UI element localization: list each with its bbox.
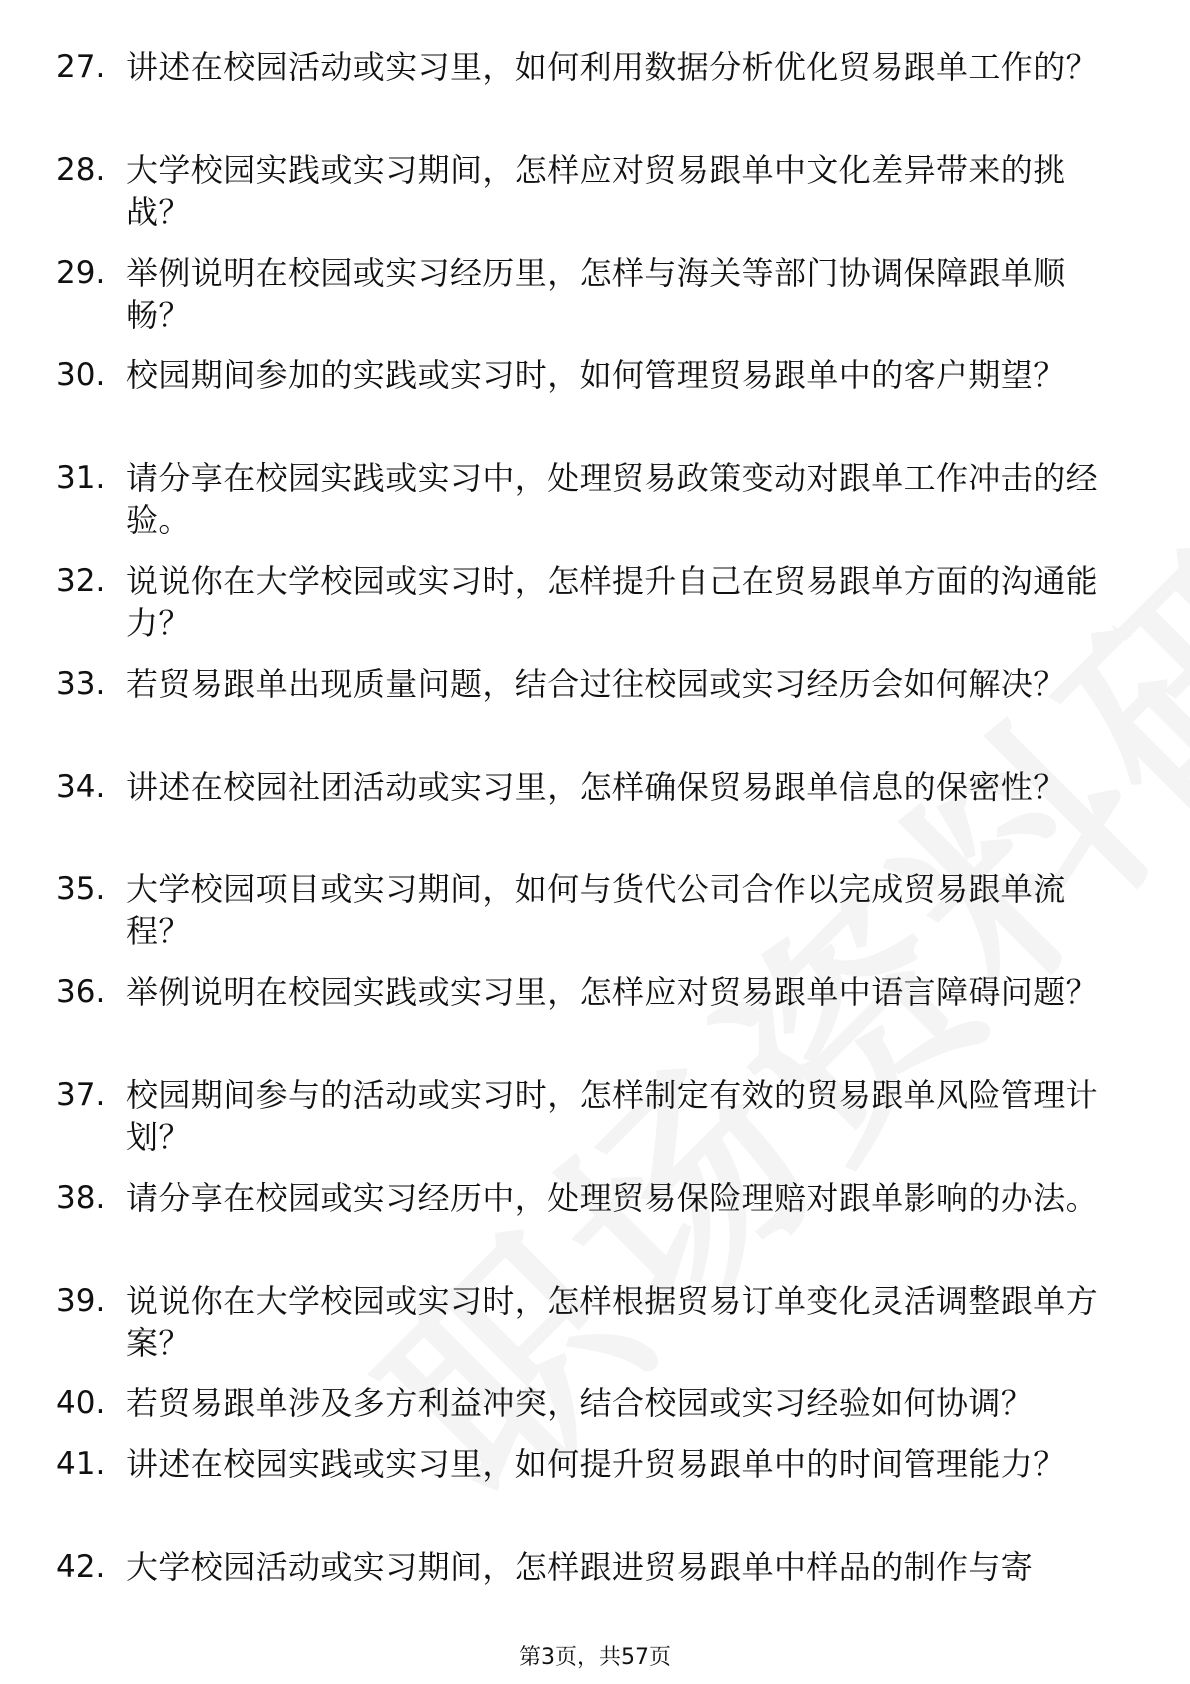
question-number: 31.	[56, 460, 106, 497]
question-number: 34.	[56, 768, 106, 805]
question-item	[0, 252, 1190, 336]
question-number: 37.	[56, 1076, 106, 1113]
question-number: 29.	[56, 254, 106, 291]
question-text: 若贸易跟单涉及多方利益冲突，结合校园或实习经验如何协调？	[126, 1384, 1034, 1423]
question-text: 说说你在大学校园或实习时，怎样根据贸易订单变化灵活调整跟单方案？	[126, 1281, 1099, 1362]
question-text: 大学校园实践或实习期间，怎样应对贸易跟单中文化差异带来的挑战？	[126, 150, 1066, 231]
question-text: 讲述在校园实践或实习里，如何提升贸易跟单中的时间管理能力？	[126, 1445, 1066, 1484]
question-number: 28.	[56, 151, 106, 188]
question-item	[0, 1546, 1190, 1588]
question-number: 39.	[56, 1282, 106, 1319]
question-item	[0, 1280, 1190, 1364]
question-number: 38.	[56, 1179, 106, 1216]
question-item	[0, 149, 1190, 233]
question-item	[0, 1443, 1190, 1527]
question-text: 校园期间参加的实践或实习时，如何管理贸易跟单中的客户期望？	[126, 356, 1066, 395]
question-text: 请分享在校园实践或实习中，处理贸易政策变动对跟单工作冲击的经验。	[126, 459, 1099, 540]
question-number: 40.	[56, 1385, 106, 1422]
question-item	[0, 868, 1190, 952]
question-item	[0, 1074, 1190, 1158]
question-item	[0, 560, 1190, 644]
question-number: 27.	[56, 49, 106, 85]
question-text: 讲述在校园社团活动或实习里，怎样确保贸易跟单信息的保密性？	[126, 767, 1066, 806]
question-number: 35.	[56, 871, 106, 908]
question-text: 请分享在校园或实习经历中，处理贸易保险理赔对跟单影响的办法。	[126, 1178, 1099, 1217]
question-number: 30.	[56, 357, 106, 394]
question-item	[0, 46, 1190, 130]
question-text: 讲述在校园活动或实习里，如何利用数据分析优化贸易跟单工作的？	[126, 48, 1099, 86]
question-text: 说说你在大学校园或实习时，怎样提升自己在贸易跟单方面的沟通能力？	[126, 561, 1099, 642]
question-text: 若贸易跟单出现质量问题，结合过往校园或实习经历会如何解决？	[126, 664, 1066, 703]
question-item	[0, 1382, 1190, 1424]
question-item	[0, 766, 1190, 850]
question-number: 33.	[56, 665, 106, 702]
question-number: 41.	[56, 1446, 106, 1483]
question-item	[0, 457, 1190, 541]
question-item	[0, 354, 1190, 438]
question-number: 32.	[56, 562, 106, 599]
question-list	[0, 46, 1190, 1607]
question-text: 举例说明在校园或实习经历里，怎样与海关等部门协调保障跟单顺畅？	[126, 253, 1066, 334]
question-number: 42.	[56, 1548, 106, 1585]
question-number: 36.	[56, 974, 106, 1011]
question-text: 校园期间参与的活动或实习时，怎样制定有效的贸易跟单风险管理计划？	[126, 1075, 1099, 1156]
question-item	[0, 663, 1190, 747]
question-item	[0, 971, 1190, 1055]
question-item	[0, 1177, 1190, 1261]
question-text: 大学校园项目或实习期间，如何与货代公司合作以完成贸易跟单流程？	[126, 870, 1066, 951]
page-number: 第3页，共57页	[519, 1645, 671, 1670]
question-text: 大学校园活动或实习期间，怎样跟进贸易跟单中样品的制作与寄	[126, 1547, 1034, 1586]
question-text: 举例说明在校园实践或实习里，怎样应对贸易跟单中语言障碍问题？	[126, 973, 1099, 1012]
